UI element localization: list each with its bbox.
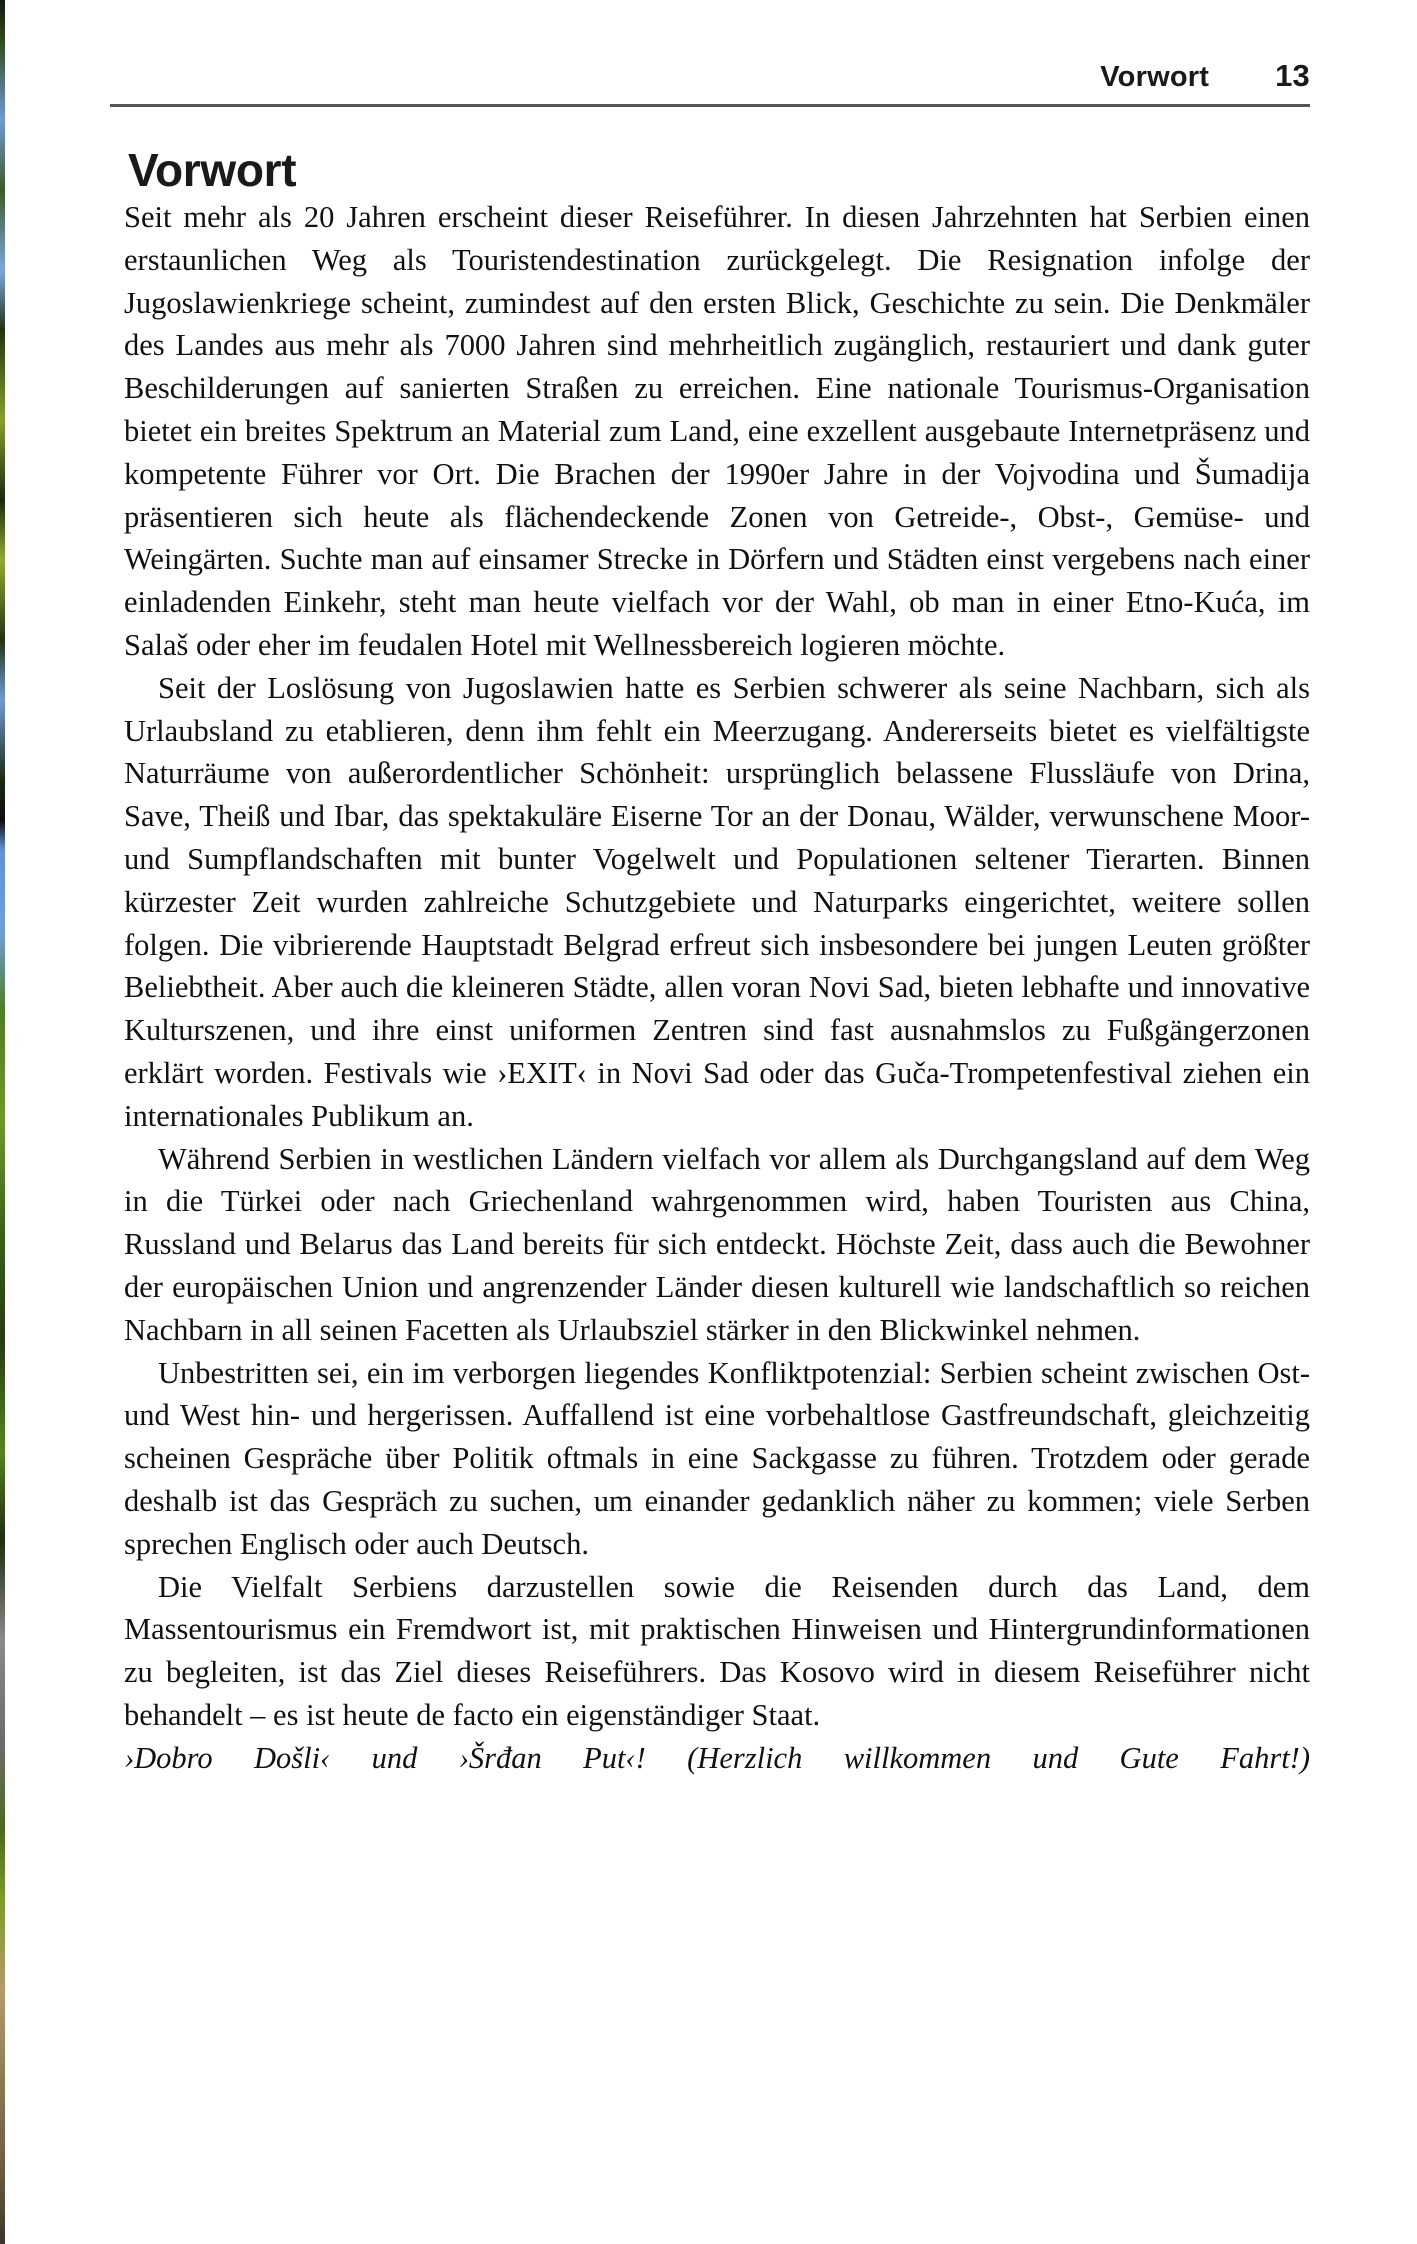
- page-edge-photo-strip: [0, 0, 5, 2244]
- paragraph-5: Die Vielfalt Serbiens darzustellen sowie die Reisenden durch das Land, dem Massentourismus ein Fremdwort ist, mit praktischen Hinweisen und Hintergrundinformationen zu begleiten, ist das Ziel dieses Reiseführers. Das Kosovo wird in diesem Reiseführer nicht behandelt – es ist heute de facto ein eigenständiger Staat.: [124, 1569, 1310, 1732]
- paragraph-2: Seit der Loslösung von Jugoslawien hatte es Serbien schwerer als seine Nachbarn, sich als Urlaubsland zu etablieren, denn ihm fehlt ein Meerzugang. Andererseits bietet es vielfältigste Naturräume von außerordentlicher Schönheit: ursprünglich belassene Flussläufe von Drina, Save, Theiß und Ibar, das spektakuläre Eiserne Tor an der Donau, Wälder, verwunschene Moor- und Sumpflandschaften mit bunter Vogelwelt und Populationen seltener Tierarten. Binnen kürzester Zeit wurden zahlreiche Schutzgebiete und Naturparks eingerichtet, weitere sollen folgen. Die vibrierende Hauptstadt Belgrad erfreut sich insbesondere bei jungen Leuten größter Beliebtheit. Aber auch die kleineren Städte, allen voran Novi Sad, bieten lebhafte und innovative Kulturszenen, und ihre einst uniformen Zentren sind fast ausnahmslos zu Fußgängerzonen erklärt worden. Festivals wie ›EXIT‹ in Novi Sad oder das Guča-Trompetenfestival ziehen ein internationales Publikum an.: [124, 670, 1310, 1133]
- running-head: [110, 58, 1310, 94]
- running-head-title: Vorwort: [1100, 61, 1210, 93]
- paragraph-3: Während Serbien in westlichen Ländern vielfach vor allem als Durchgangsland auf dem Weg in die Türkei oder nach Griechenland wahrgenommen wird, haben Touristen aus China, Russland und Belarus das Land bereits für sich entdeckt. Höchste Zeit, dass auch die Bewohner der europäischen Union und angrenzender Länder diesen kulturell wie landschaftlich so reichen Nachbarn in all seinen Facetten als Urlaubsziel stärker in den Blickwinkel nehmen.: [124, 1141, 1310, 1347]
- header-rule-divider: [110, 104, 1310, 107]
- body-text: [124, 196, 1310, 1779]
- closing-greeting-line: ›Dobro Došli‹ und ›Šrđan Put‹! (Herzlich willkommen und Gute Fahrt!): [124, 1740, 1310, 1775]
- paragraph-4: Unbestritten sei, ein im verborgen liegendes Konfliktpotenzial: Serbien scheint zwischen Ost- und West hin- und hergerissen. Auffallend ist eine vorbehaltlose Gastfreundschaft, gleichzeitig scheinen Gespräche über Politik oftmals in eine Sackgasse zu führen. Trotzdem oder gerade deshalb ist das Gespräch zu suchen, um einander gedanklich näher zu kommen; viele Serben sprechen Englisch oder auch Deutsch.: [124, 1355, 1310, 1561]
- paragraph-1: Seit mehr als 20 Jahren erscheint dieser Reiseführer. In diesen Jahrzehnten hat Serbien einen erstaunlichen Weg als Touristendestination zurückgelegt. Die Resignation infolge der Jugoslawienkriege scheint, zumindest auf den ersten Blick, Geschichte zu sein. Die Denkmäler des Landes aus mehr als 7000 Jahren sind mehrheitlich zugänglich, restauriert und dank guter Beschilderungen auf sanierten Straßen zu erreichen. Eine nationale Tourismus-Organisation bietet ein breites Spektrum an Material zum Land, eine exzellent ausgebaute Internetpräsenz und kompetente Führer vor Ort. Die Brachen der 1990er Jahre in der Vojvodina und Šumadija präsentieren sich heute als flächendeckende Zonen von Getreide-, Obst-, Gemüse- und Weingärten. Suchte man auf einsamer Strecke in Dörfern und Städten einst vergebens nach einer einladenden Einkehr, steht man heute vielfach vor der Wahl, ob man in einer Etno-Kuća, im Salaš oder eher im feudalen Hotel mit Wellnessbereich logieren möchte.: [124, 200, 1310, 662]
- page-number: 13: [1275, 58, 1310, 93]
- page-title: Vorwort: [128, 143, 297, 196]
